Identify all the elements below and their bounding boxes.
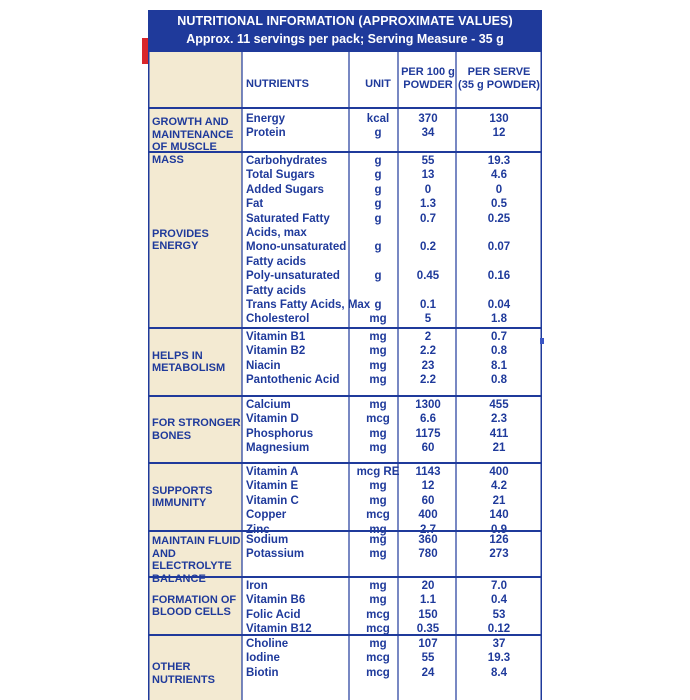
category-label: HELPS IN METABOLISM [152,349,226,374]
nutrient-name: Vitamin A [246,466,299,478]
per-100g-value: 12 [421,480,435,493]
per-100g-value: 1175 [415,427,441,440]
col-header-per100-line1: PER 100 g [401,66,455,78]
per-serve-value: 19.3 [487,652,511,665]
nutrition-table [148,52,542,700]
nutrient-name: Total Sugars [246,169,315,182]
per-100g-value: 780 [418,548,438,561]
category-label: PROVIDES ENERGY [152,227,209,252]
nutrient-unit: mg [369,580,387,592]
nutrient-unit: mcg [366,652,390,665]
per-100g-value: 60 [421,442,435,455]
nutrient-unit: mcg RE [356,466,400,478]
nutrient-unit: g [374,183,382,196]
nutrient-name: Niacin [246,359,281,372]
category-label: OTHER NUTRIENTS [152,661,215,686]
nutrition-panel [148,10,542,700]
per-serve-value: 1.8 [491,313,507,326]
per-serve-value: 0.04 [487,299,511,311]
nutrient-unit: mg [369,345,387,358]
category-label: GROWTH AND MAINTENANCE OF MUSCLE MASS [152,116,234,166]
category-label: MAINTAIN FLUID AND ELECTROLYTE BALANCE [152,535,241,585]
per-serve-value: 0.9 [491,523,507,536]
nutrient-name: Trans Fatty Acids, Max [246,299,371,311]
nutrient-name: Fatty acids [246,255,307,268]
nutrient-unit: g [374,212,382,225]
nutrient-unit: kcal [366,113,390,125]
nutrient-name: Choline [246,638,289,650]
nutrient-name: Zinc [246,523,270,536]
per-100g-value: 360 [418,534,438,546]
nutrient-unit: mg [369,427,387,440]
per-serve-value: 140 [489,509,509,522]
per-serve-value: 4.6 [491,169,507,182]
nutrient-unit: mg [369,442,387,455]
per-serve-value: 0 [495,183,503,196]
nutrient-name: Vitamin E [246,480,299,493]
per-serve-value: 0.12 [487,623,511,636]
nutrient-name: Fatty acids [246,284,307,297]
nutrient-name: Pantothenic Acid [246,374,340,387]
nutrient-unit: mg [369,359,387,372]
per-serve-value: 0.5 [491,198,507,211]
per-serve-value: 0.8 [491,374,507,387]
col-header-nutrients: NUTRIENTS [246,78,309,90]
nutrient-name: Calcium [246,399,291,411]
nutrient-name: Iodine [246,652,280,665]
nutrient-name: Vitamin D [246,413,299,426]
per-serve-value: 400 [489,466,509,478]
per-100g-value: 1.3 [420,198,436,211]
per-serve-value: 0.16 [487,270,511,283]
category-label: SUPPORTS IMMUNITY [152,484,213,509]
category-label: FORMATION OF BLOOD CELLS [152,593,237,618]
per-serve-value: 0.7 [491,331,507,343]
nutrient-unit: mg [369,331,387,343]
per-serve-value: 4.2 [491,480,507,493]
per-serve-value: 2.3 [491,413,507,426]
nutrient-name: Saturated Fatty [246,212,330,225]
per-100g-value: 5 [424,313,432,326]
nutrient-name: Vitamin C [246,494,299,507]
nutrient-unit: mg [369,594,387,607]
per-serve-value: 7.0 [491,580,507,592]
nutrient-unit: mg [369,399,387,411]
per-100g-value: 370 [418,113,438,125]
per-serve-value: 0.07 [487,241,511,254]
nutrient-unit: g [374,241,382,254]
per-100g-value: 0.35 [416,623,440,636]
nutrient-name: Vitamin B2 [246,345,306,358]
nutrient-name: Sodium [246,534,289,546]
per-100g-value: 1300 [415,399,441,411]
per-100g-value: 20 [421,580,435,592]
nutrient-name: Folic Acid [246,608,301,621]
per-serve-value: 37 [492,638,506,650]
nutrient-name: Vitamin B12 [246,623,312,636]
nutrient-unit: mg [369,313,387,326]
per-100g-value: 0.2 [420,241,436,254]
nutrient-unit: mcg [366,608,390,621]
per-100g-value: 13 [421,169,435,182]
per-serve-value: 12 [492,127,506,140]
per-100g-value: 400 [418,509,438,522]
nutrient-name: Acids, max [246,227,307,239]
nutrient-name: Mono-unsaturated [246,241,347,254]
per-100g-value: 60 [421,494,435,507]
col-header-serve-line1: PER SERVE [467,66,531,78]
per-serve-value: 0.25 [487,212,511,225]
per-100g-value: 23 [421,359,435,372]
nutrient-unit: g [374,299,382,311]
nutrient-unit: g [374,169,382,182]
per-100g-value: 0.7 [420,212,436,225]
nutrient-name: Biotin [246,666,279,679]
nutrient-name: Protein [246,127,286,140]
nutrient-name: Potassium [246,548,305,561]
per-serve-value: 455 [489,399,509,411]
nutrient-name: Magnesium [246,442,310,455]
per-100g-value: 1143 [415,466,441,478]
per-serve-value: 21 [492,442,506,455]
nutrient-unit: mcg [366,666,390,679]
nutrition-header [148,10,542,52]
per-100g-value: 2.7 [420,523,436,536]
nutrient-unit: g [374,198,382,211]
nutrient-unit: mg [369,523,387,536]
nutrient-unit: mcg [366,623,390,636]
per-100g-value: 0.1 [420,299,436,311]
per-serve-value: 126 [489,534,509,546]
nutrient-name: Phosphorus [246,427,314,440]
nutrient-name: Carbohydrates [246,155,328,167]
nutrient-name: Poly-unsaturated [246,270,340,283]
nutrient-name: Iron [246,580,268,592]
per-serve-value: 19.3 [487,155,511,167]
per-serve-value: 130 [489,113,509,125]
per-serve-value: 8.1 [491,359,507,372]
nutrient-name: Fat [246,198,264,211]
per-100g-value: 0 [424,183,432,196]
nutrient-unit: mg [369,494,387,507]
per-100g-value: 1.1 [420,594,436,607]
per-100g-value: 2 [424,331,432,343]
per-100g-value: 34 [421,127,435,140]
per-serve-value: 0.8 [491,345,507,358]
nutrient-unit: mcg [366,509,390,522]
nutrient-name: Vitamin B6 [246,594,306,607]
per-serve-value: 8.4 [491,666,507,679]
per-serve-value: 411 [489,427,509,440]
col-header-per100-line2: POWDER [403,79,453,91]
per-100g-value: 150 [418,608,438,621]
nutrient-unit: g [374,155,382,167]
nutrient-unit: g [374,127,382,140]
nutrient-unit: mg [369,374,387,387]
nutrient-unit: mg [369,548,387,561]
category-label: FOR STRONGER BONES [152,417,241,442]
per-100g-value: 55 [421,652,435,665]
nutrient-unit: g [374,270,382,283]
nutrient-name: Vitamin B1 [246,331,306,343]
per-100g-value: 0.45 [416,270,440,283]
per-serve-value: 0.4 [491,594,507,607]
col-header-serve-line2: (35 g POWDER) [458,79,540,91]
nutrient-name: Cholesterol [246,313,310,326]
per-serve-value: 273 [489,548,509,561]
per-serve-value: 21 [492,494,506,507]
per-100g-value: 24 [421,666,435,679]
nutrient-name: Energy [246,113,285,125]
nutrient-name: Copper [246,509,287,522]
nutrient-unit: mcg [366,413,390,426]
per-100g-value: 2.2 [420,374,436,387]
per-serve-value: 53 [492,608,506,621]
per-100g-value: 55 [421,155,435,167]
nutrient-unit: mg [369,638,387,650]
per-100g-value: 107 [418,638,438,650]
col-header-unit: UNIT [365,78,391,90]
per-100g-value: 2.2 [420,345,436,358]
nutrition-title: NUTRITIONAL INFORMATION (APPROXIMATE VALUES) [177,14,513,28]
edge-mark [540,338,544,344]
nutrition-subtitle: Approx. 11 servings per pack; Serving Measure - 35 g [186,32,504,46]
nutrient-name: Added Sugars [246,183,324,196]
nutrient-unit: mg [369,534,387,546]
nutrient-unit: mg [369,480,387,493]
per-100g-value: 6.6 [420,413,436,426]
